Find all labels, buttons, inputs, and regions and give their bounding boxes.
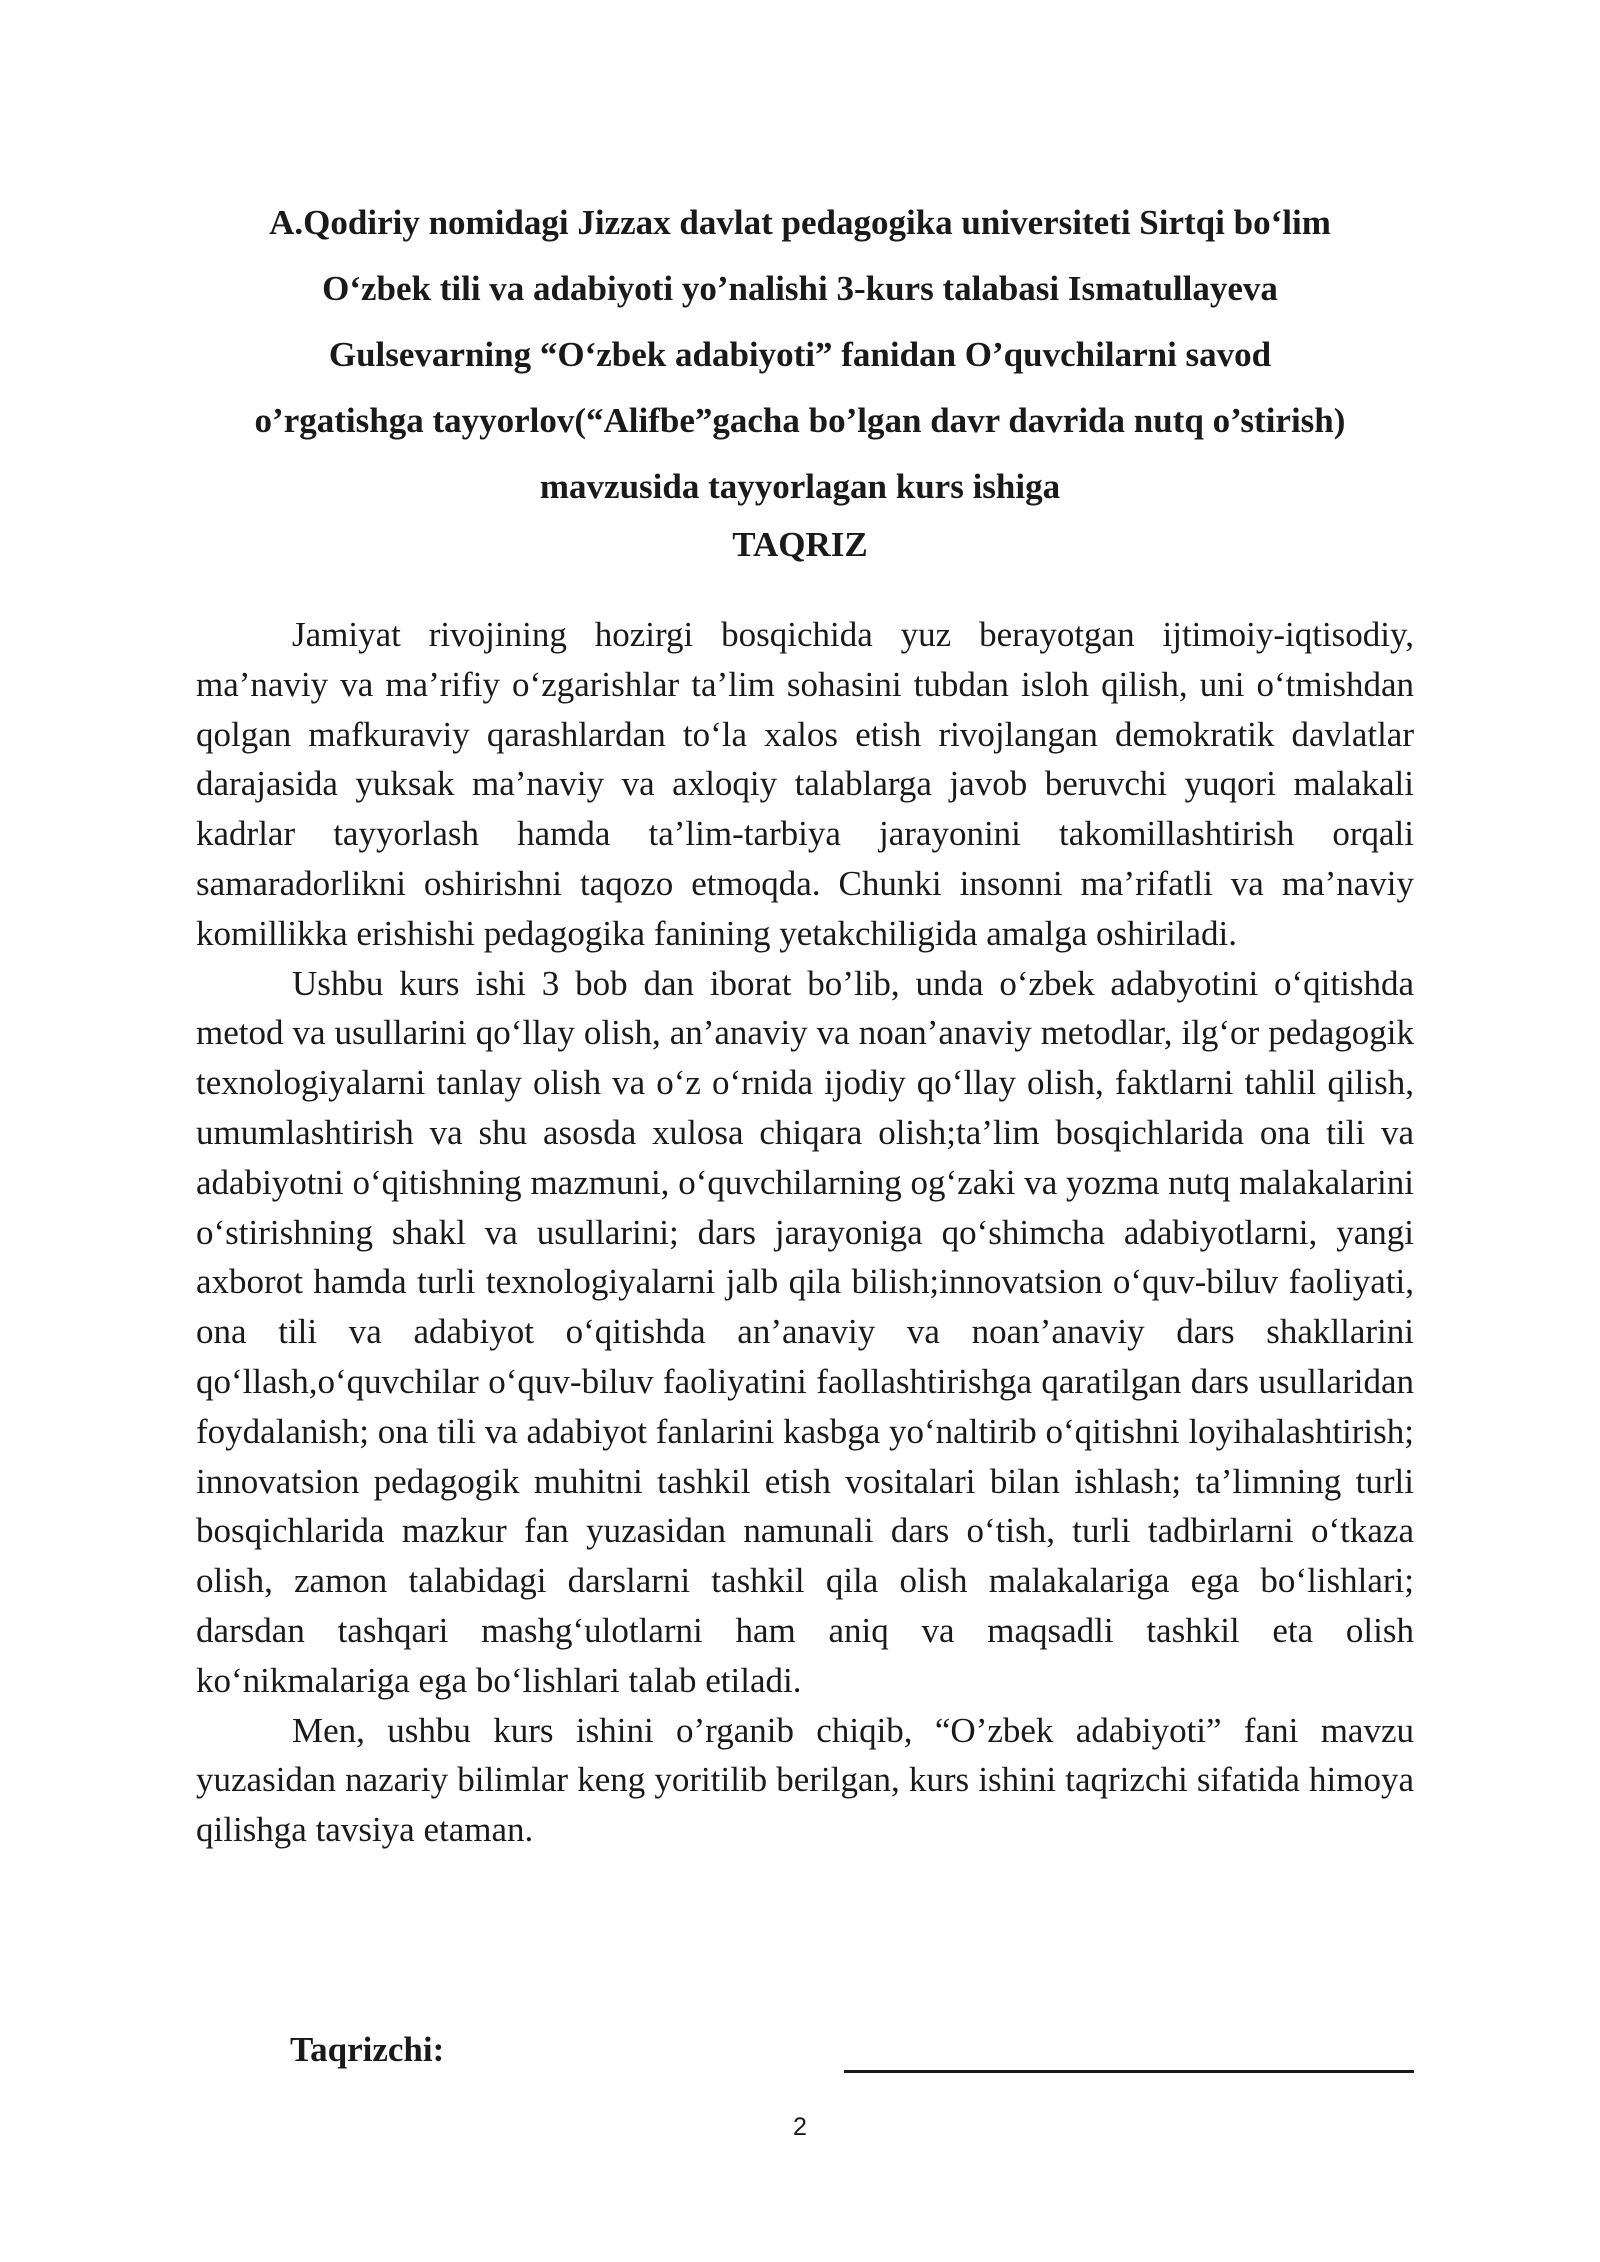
body-paragraph: Ushbu kurs ishi 3 bob dan iborat bo’lib, unda o‘zbek adabyotini o‘qitishda metod va usullarini qo‘llay olish, an’anaviy va noan’anaviy metodlar, ilg‘or pedagogik texnologiyalarni tanlay olish va o‘z o‘rnida ijodiy qo‘llay olish, faktlarni tahlil qilish, umumlashtirish va shu asosda xulosa chiqara olish;ta’lim bosqichlarida ona tili va adabiyotni o‘qitishning mazmuni, o‘quvchilarning og‘zaki va yozma nutq malakalarini o‘stirishning shakl va usullarini; dars jarayoniga qo‘shimcha adabiyotlarni, yangi axborot hamda turli texnologiyalarni jalb qila bilish;innovatsion o‘quv-biluv faoliyati, ona tili va adabiyot o‘qitishda an’anaviy va noan’anaviy dars shakllarini qo‘llash,o‘quvchilar o‘quv-biluv faoliyatini faollashtirishga qaratilgan dars usullaridan foydalanish; ona tili va adabiyot fanlarini kasbga yo‘naltirib o‘qitishni loyihalashtirish; innovatsion pedagogik muhitni tashkil etish vositalari bilan ishlash; ta’limning turli bosqichlarida mazkur fan yuzasidan namunali dars o‘tish, turli tadbirlarni o‘tkaza olish, zamon talabidagi darslarni tashkil qila olish malakalariga ega bo‘lishlari; darsdan tashqari mashg‘ulotlarni ham aniq va maqsadli tashkil eta olish ko‘nikmalariga ega bo‘lishlari talab etiladi.	[196, 963, 1414, 1700]
signature-line	[844, 2070, 1414, 2073]
page-number: 2	[793, 2113, 807, 2141]
body-paragraph: Jamiyat rivojining hozirgi bosqichida yuz berayotgan ijtimoiy-iqtisodiy, ma’naviy va ma’rifiy o‘zgarishlar ta’lim sohasini tubdan isloh qilish, uni o‘tmishdan qolgan mafkuraviy qarashlardan to‘la xalos etish rivojlangan demokratik davlatlar darajasida yuksak ma’naviy va axloqiy talablarga javob beruvchi yuqori malakali kadrlar tayyorlash hamda ta’lim-tarbiya jarayonini takomillashtirish orqali samaradorlikni oshirishni taqozo etmoqda. Chunki insonni ma’rifatli va ma’naviy komillikka erishishi pedagogika fanining yetakchiligida amalga oshiriladi.	[196, 615, 1414, 953]
heading-line: Gulsevarning “O‘zbek adabiyoti” fanidan O’quvchilarni savod	[328, 335, 1272, 374]
heading-line: A.Qodiriy nomidagi Jizzax davlat pedagogika universiteti Sirtqi bo‘lim	[269, 203, 1331, 242]
body-paragraph: Men, ushbu kurs ishini o’rganib chiqib, “O’zbek adabiyoti” fani mavzu yuzasidan nazariy bilimlar keng yoritilib berilgan, kurs ishini taqrizchi sifatida himoya qilishga tavsiya etaman.	[196, 1710, 1414, 1850]
document-heading	[160, 190, 1440, 520]
heading-line: o’rgatishga tayyorlov(“Alifbe”gacha bo’lgan davr davrida nutq o’stirish)	[254, 401, 1346, 440]
heading-line: O‘zbek tili va adabiyoti yo’nalishi 3-kurs talabasi Ismatullayeva	[322, 269, 1278, 308]
review-body	[196, 610, 1414, 1855]
reviewer-label: Taqrizchi:	[290, 2030, 445, 2069]
signature-row	[290, 2022, 1414, 2078]
review-title: TAQRIZ	[732, 525, 868, 564]
heading-line: mavzusida tayyorlagan kurs ishiga	[539, 467, 1061, 506]
